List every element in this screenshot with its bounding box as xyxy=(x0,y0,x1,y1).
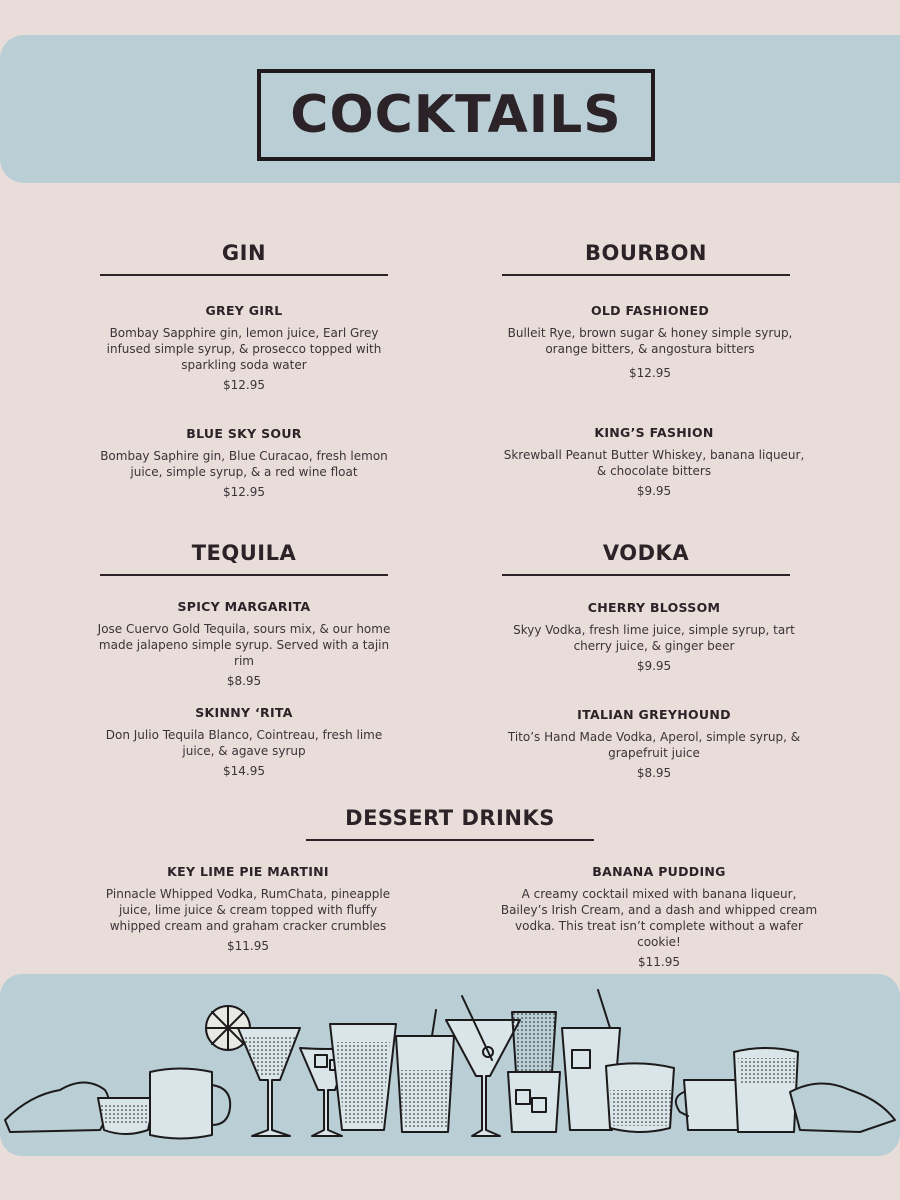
napkin-right xyxy=(790,1083,895,1132)
menu-item xyxy=(499,707,809,780)
section-tequila xyxy=(94,538,394,576)
menu-item xyxy=(499,864,819,969)
item-name: OLD FASHIONED xyxy=(590,303,710,318)
menu-item xyxy=(89,599,399,688)
title-box xyxy=(257,69,655,161)
item-price: $12.95 xyxy=(223,485,265,499)
item-price: $14.95 xyxy=(223,764,265,778)
item-price: $12.95 xyxy=(223,378,265,392)
item-description: Bombay Saphire gin, Blue Curacao, fresh lemon juice, simple syrup, & a red wine float xyxy=(100,449,388,479)
item-name: SPICY MARGARITA xyxy=(177,599,311,614)
page-title: COCKTAILS xyxy=(290,85,622,145)
item-description: Bombay Sapphire gin, lemon juice, Earl Grey infused simple syrup, & prosecco topped with sparkling soda water xyxy=(106,326,382,372)
menu-item xyxy=(499,425,809,498)
item-name: KING’S FASHION xyxy=(594,425,714,440)
section-gin xyxy=(94,238,394,276)
section-title-bourbon: BOURBON xyxy=(584,241,707,265)
section-title-gin: GIN xyxy=(221,241,267,265)
item-description: Jose Cuervo Gold Tequila, sours mix, & our home made jalapeno simple syrup. Served with a tajin rim xyxy=(97,622,391,668)
item-price: $8.95 xyxy=(636,766,672,780)
item-name: CHERRY BLOSSOM xyxy=(587,600,721,615)
item-price: $11.95 xyxy=(638,955,680,969)
item-description: Bulleit Rye, brown sugar & honey simple syrup, orange bitters, & angostura bitters xyxy=(507,326,793,356)
item-name: KEY LIME PIE MARTINI xyxy=(167,864,329,879)
item-name: BANANA PUDDING xyxy=(592,864,726,879)
item-description: Tito’s Hand Made Vodka, Aperol, simple syrup, & grapefruit juice xyxy=(507,730,801,760)
section-rule xyxy=(502,274,790,276)
item-price: $8.95 xyxy=(226,674,262,688)
menu-item xyxy=(89,426,399,499)
item-description: A creamy cocktail mixed with banana liqueur, Bailey’s Irish Cream, and a dash and whipped cream vodka. This treat isn’t complete without a wafer cookie! xyxy=(500,887,818,949)
item-name: ITALIAN GREYHOUND xyxy=(577,707,731,722)
section-dessert xyxy=(300,803,600,841)
menu-item xyxy=(89,705,399,778)
section-rule xyxy=(100,574,388,576)
section-rule xyxy=(502,574,790,576)
napkin-left xyxy=(5,1083,109,1133)
item-price: $9.95 xyxy=(636,484,672,498)
menu-item xyxy=(93,864,403,953)
item-description: Skyy Vodka, fresh lime juice, simple syrup, tart cherry juice, & ginger beer xyxy=(513,623,795,653)
item-price: $9.95 xyxy=(636,659,672,673)
item-description: Skrewball Peanut Butter Whiskey, banana liqueur, & chocolate bitters xyxy=(503,448,805,478)
menu-item xyxy=(495,303,805,380)
item-name: BLUE SKY SOUR xyxy=(186,426,302,441)
section-rule xyxy=(100,274,388,276)
item-name: SKINNY ‘RITA xyxy=(195,705,293,720)
menu-item xyxy=(89,303,399,392)
tall-dotted-glass xyxy=(512,1012,556,1072)
item-description: Don Julio Tequila Blanco, Cointreau, fresh lime juice, & agave syrup xyxy=(105,728,383,758)
section-title-tequila: TEQUILA xyxy=(191,541,297,565)
section-title-vodka: VODKA xyxy=(602,541,690,565)
item-price: $11.95 xyxy=(227,939,269,953)
item-name: GREY GIRL xyxy=(205,303,283,318)
section-bourbon xyxy=(496,238,796,276)
section-rule xyxy=(306,839,594,841)
item-price: $12.95 xyxy=(629,366,671,380)
item-description: Pinnacle Whipped Vodka, RumChata, pineapple juice, lime juice & cream topped with fluffy whipped cream and graham cracker crumbles xyxy=(105,887,391,933)
drinks-illustration xyxy=(0,980,900,1150)
section-vodka xyxy=(496,538,796,576)
mug xyxy=(150,1069,212,1139)
section-title-dessert: DESSERT DRINKS xyxy=(345,806,555,830)
menu-item xyxy=(499,600,809,673)
